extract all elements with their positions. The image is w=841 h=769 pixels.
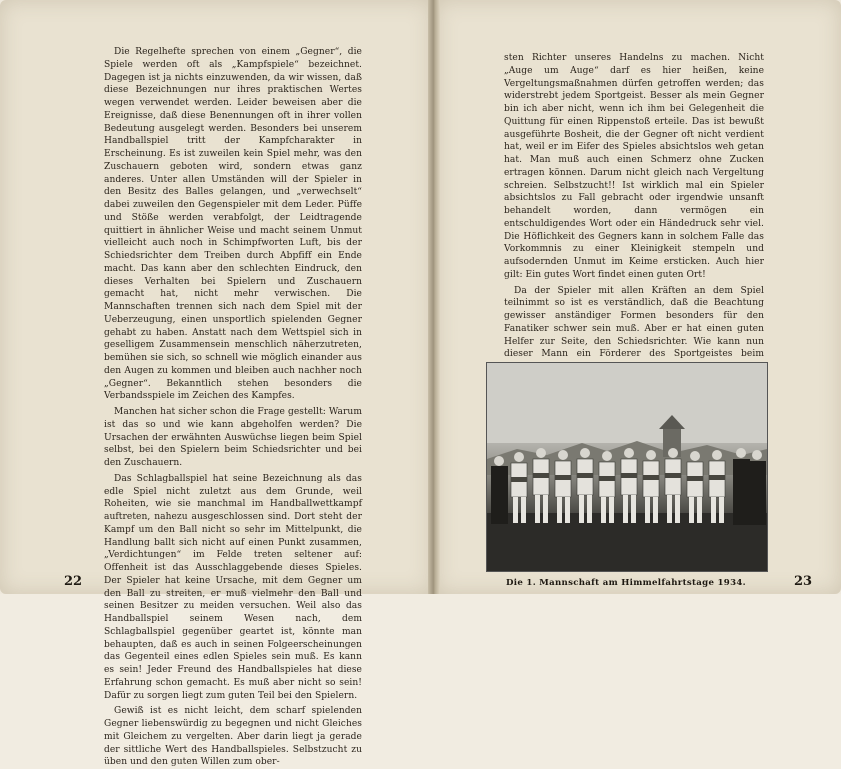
photo-caption: Die 1. Mannschaft am Himmelfahrtstage 1934. <box>506 578 746 588</box>
left-paragraph-1: Die Regelhefte sprechen von einem „Gegner“, die Spiele werden oft als „Kampfspiele“ bezeichnet. Dagegen ist ja nichts einzuwenden, da wir wissen, daß diese Bezeichnungen nur ihres praktischen Wertes wegen verwendet werden. Leider beweisen aber die Ereignisse, daß diese Benennungen oft in ihrer vollen Bedeutung ausgelegt werden. Besonders bei unserem Handballspiel tritt der Kampfcharakter in Erscheinung. Es ist zuweilen kein Spiel mehr, was den Zuschauern geboten wird, sondern etwas ganz anderes. Unter allen Umständen will der Spieler in den Besitz des Balles gelangen, und „verwechselt“ dabei zuweilen den Gegenspieler mit dem Leder. Püffe und Stöße werden verabfolgt, der Leidtragende quittiert in ähnlicher Weise und macht seinem Unmut vielleicht auch noch in Schimpfworten Luft, bis der Schiedsrichter dem Treiben durch Abpfiff ein Ende macht. Das kann aber den schlechten Eindruck, den dieses Verhalten bei Spielern und Zuschauern gemacht hat, nicht mehr verwischen. Die Mannschaften trennen sich nach dem Spiel mit der Ueberzeugung, einen unsportlich spielenden Gegner gehabt zu haben. Anstatt nach dem Wettspiel sich in geselligem Zusammensein menschlich näherzutreten, bemühen sie sich, so schnell wie möglich einander aus den Augen zu kommen und bleiben auch nachher noch „Gegner“. Bekanntlich stehen besonders die Verbandsspiele im Zeichen des Kampfes. <box>104 47 362 402</box>
left-paragraph-3: Das Schlagballspiel hat seine Bezeichnung als das edle Spiel nicht zuletzt aus dem Grunde, weil Roheiten, wie sie manchmal im Handballwettkampf auftreten, nahezu ausgeschlossen sind. Dort steht der Kampf um den Ball nicht so sehr im Mittelpunkt, die Handlung ballt sich nicht auf einen Punkt zusammen, „Verdichtungen“ im Felde treten seltener auf: Offenheit ist das Ausschlaggebende dieses Spieles. Der Spieler hat keine Ursache, mit dem Gegner um den Ball zu streiten, er muß vielmehr den Ball und seinen Besitzer zu meiden versuchen. Weil also das Handballspiel seinem Wesen nach, dem Schlagballspiel gegenüber geartet ist, könnte man behaupten, daß es auch in seinen Folgeerscheinungen das Gegenteil eines edlen Spieles sein muß. Es kann es sein! Jeder Freund des Handballspieles hat diese Erfahrung schon gemacht. Es muß aber nicht so sein! Dafür zu sorgen liegt zum guten Teil bei den Spielern. <box>104 473 362 701</box>
left-page-text <box>104 46 362 768</box>
team-photo <box>486 362 768 572</box>
right-paragraph-2: Da der Spieler mit allen Kräften an dem Spiel teilnimmt so ist es verständlich, daß die Beachtung gewisser anständiger Formen besonders für den Fanatiker schwer sein muß. Aber er hat einen guten Helfer zur Seite, den Schiedsrichter. Wie kann nun dieser Mann ein Förderer des Sportgeistes beim <box>504 285 764 360</box>
left-page-number: 22 <box>64 574 83 589</box>
left-paragraph-4: Gewiß ist es nicht leicht, dem scharf spielenden Gegner liebenswürdig zu begegnen und nicht Gleiches mit Gleichem zu vergelten. Aber darin liegt ja gerade der sittliche Wert des Handballspieles. Selbstzucht zu üben und den guten Willen zum ober- <box>104 706 362 768</box>
right-page-text <box>504 52 764 360</box>
team-photo-illustration <box>487 363 767 571</box>
left-paragraph-2: Manchen hat sicher schon die Frage gestellt: Warum ist das so und wie kann abgeholfen werden? Die Ursachen der erwähnten Auswüchse liegen beim Spiel selbst, bei den Spielern beim Schiedsrichter und bei den Zuschauern. <box>104 407 362 468</box>
book-gutter <box>428 0 440 594</box>
right-page-number: 23 <box>794 574 813 589</box>
right-paragraph-1: sten Richter unseres Handelns zu machen. Nicht „Auge um Auge“ darf es hier heißen, keine Vergeltungsmaßnahmen dürfen getroffen werden; das widerstrebt jedem Sportgeist. Besser als mein Gegner bin ich aber nicht, wenn ich ihm bei Gelegenheit die Quittung für einen Rippenstoß erteile. Das ist bewußt ausgeführte Bosheit, die der Gegner oft nicht verdient hat, weil er im Eifer des Spieles absichtslos weh getan hat. Man muß auch einen Schmerz ohne Zucken ertragen können. Darum nicht gleich nach Vergeltung schreien. Selbstzucht!! Ist wirklich mal ein Spieler absichtslos zu Fall gebracht oder irgendwie unsanft behandelt worden, dann vermögen ein entschuldigendes Wort oder ein Händedruck sehr viel. Die Höflichkeit des Gegners kann in solchem Falle das Vorkommnis zu einer Kleinigkeit stempeln und aufsodernden Unmut im Keime ersticken. Auch hier gilt: Ein gutes Wort findet einen guten Ort! <box>504 53 764 280</box>
